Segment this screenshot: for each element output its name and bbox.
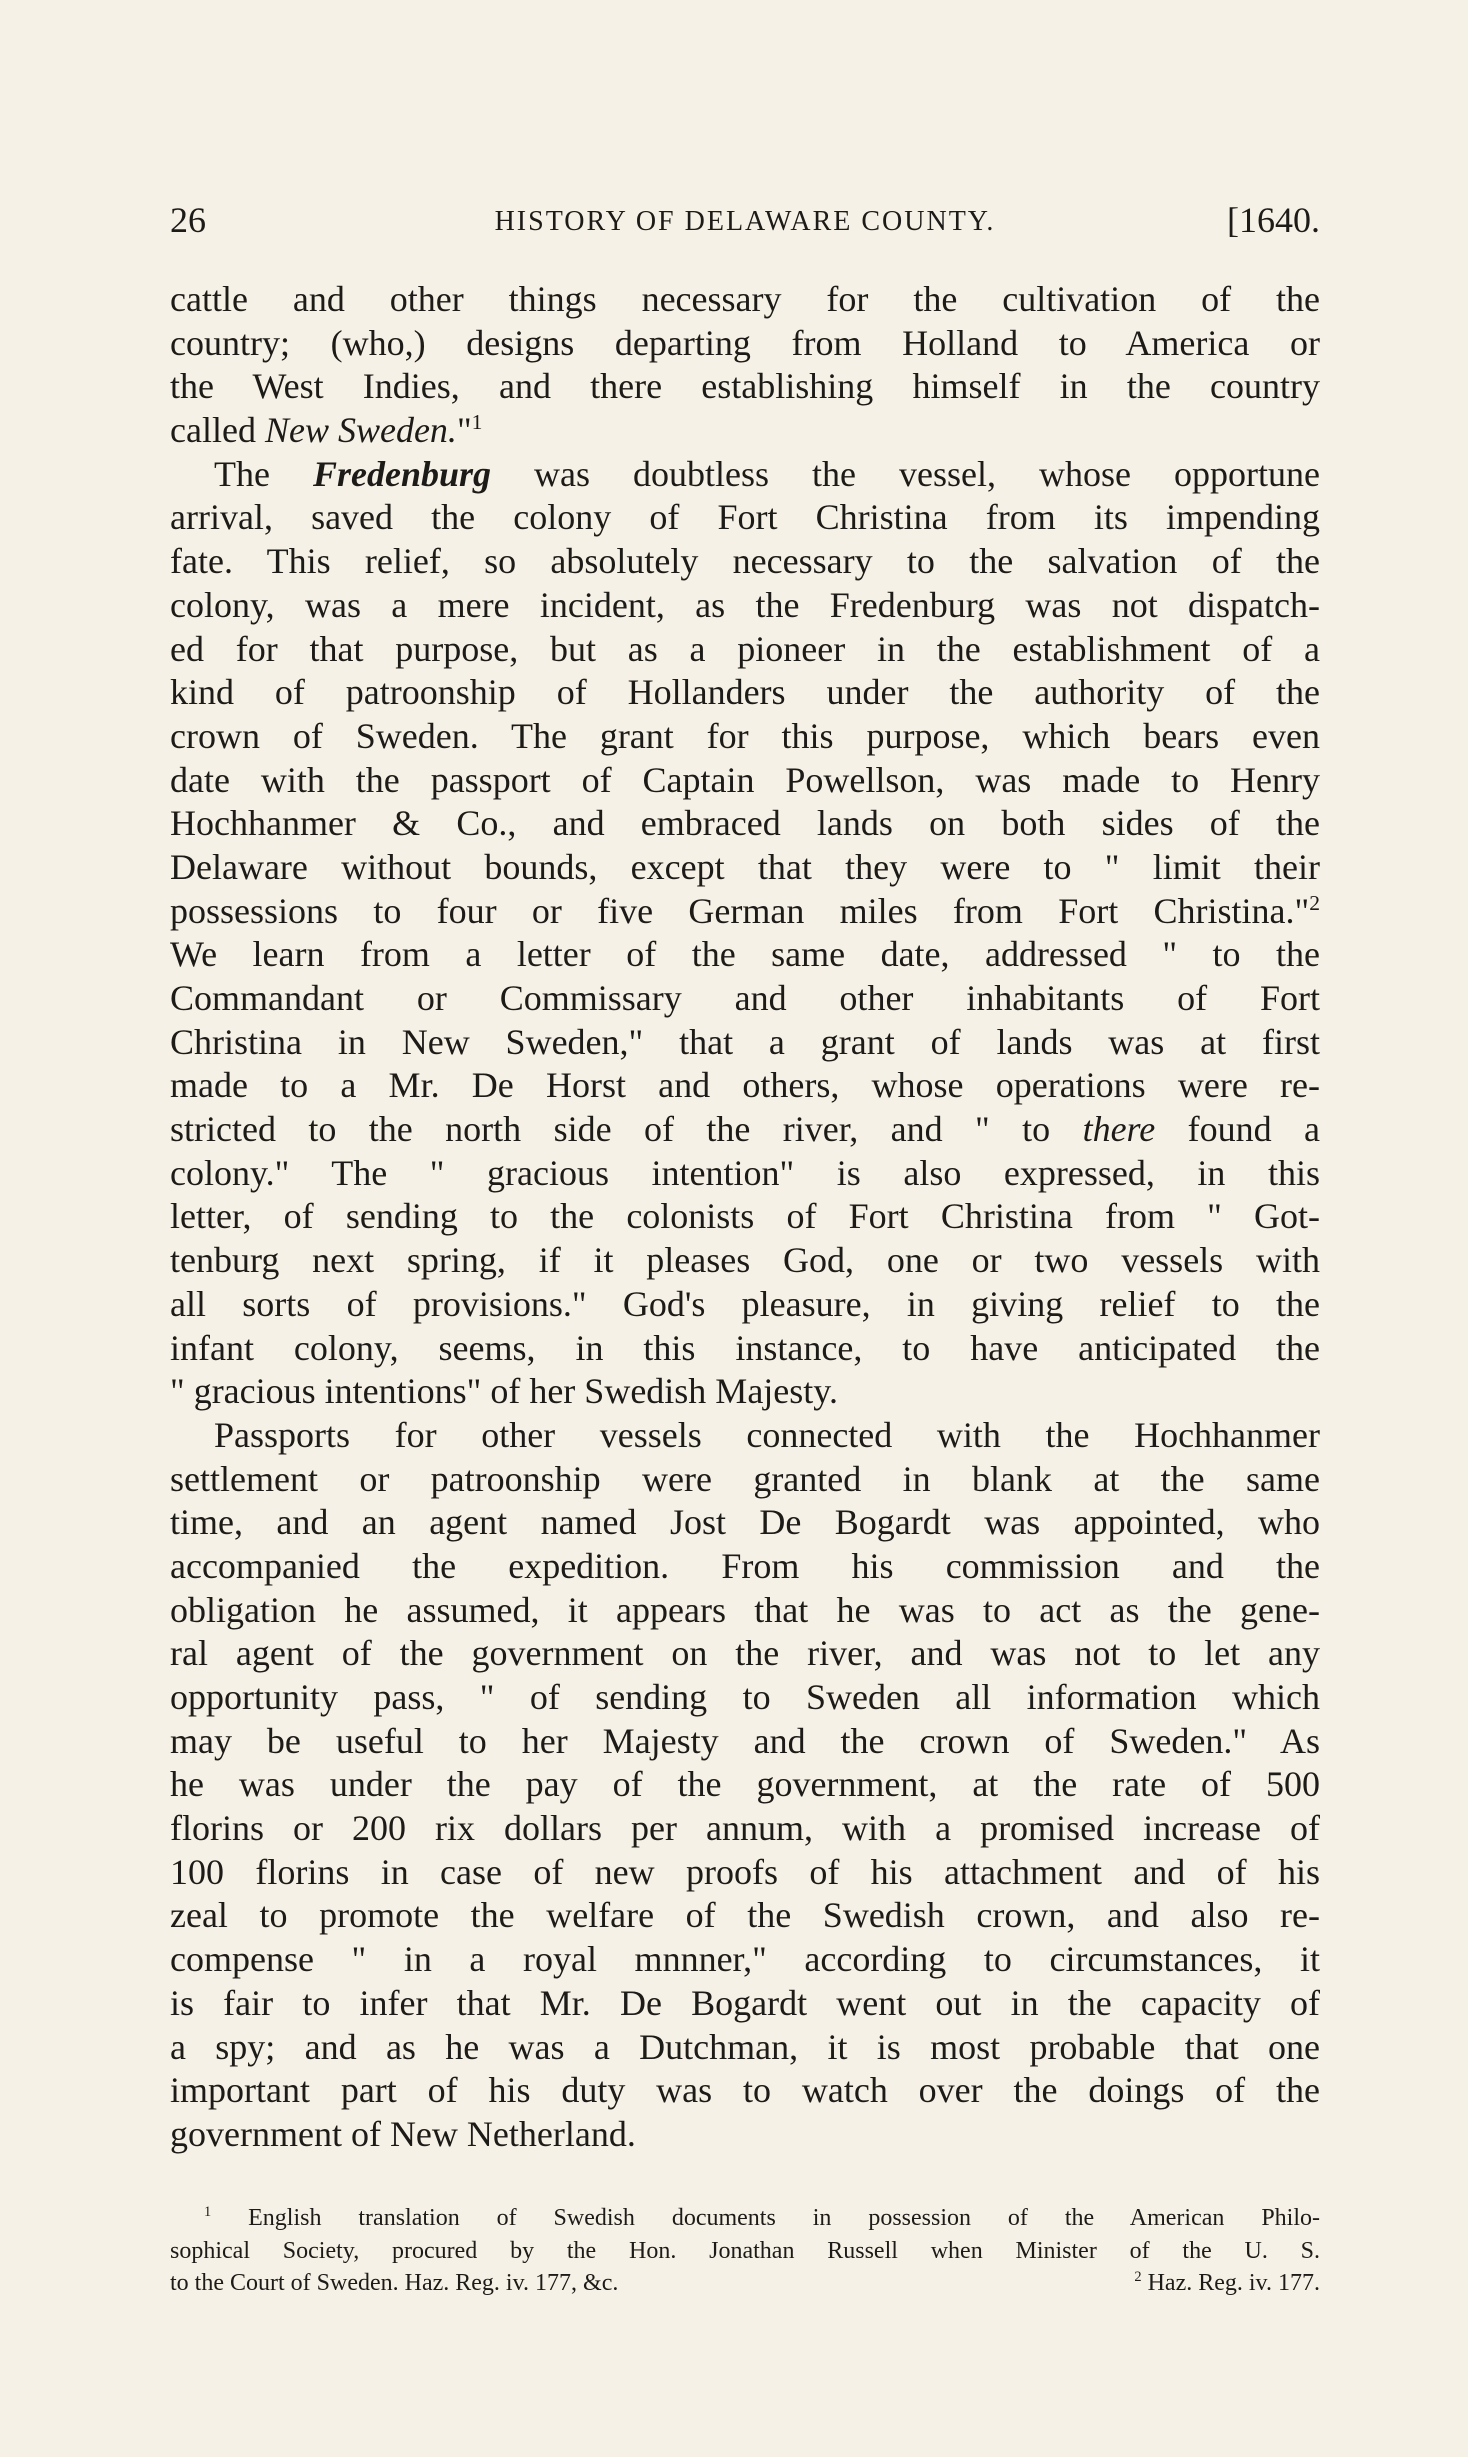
text-run: ": [456, 410, 472, 451]
text-line: country; (who,) designs departing from Holland to America or: [170, 322, 1320, 363]
text-line: arrival, saved the colony of Fort Christina from its impending: [170, 497, 1320, 538]
text-line: " gracious intentions" of her Swedish Majesty.: [170, 1371, 838, 1412]
page-number: 26: [170, 200, 206, 240]
footnote-2-marker: 2: [1134, 2269, 1142, 2285]
text-line: [170, 453, 1320, 497]
running-title: HISTORY OF DELAWARE COUNTY.: [494, 206, 996, 237]
text-line: government of New Netherland.: [170, 2113, 636, 2154]
text-line: important part of his duty was to watch over the doings of the: [170, 2070, 1320, 2111]
text-line: compense " in a royal mnnner," according to circumstances, it: [170, 1939, 1320, 1980]
text-line: Passports for other vessels connected with the Hochhanmer: [214, 1414, 1320, 1455]
text-run: possessions to four or five German miles from Fort Christina.": [170, 890, 1310, 931]
italic-there: there: [1082, 1109, 1156, 1150]
text-line: cattle and other things necessary for the cultivation of the: [170, 279, 1320, 319]
text-line: We learn from a letter of the same date, addressed " to the: [170, 934, 1320, 975]
footnote-1-marker: 1: [204, 2204, 212, 2220]
text-line: Christina in New Sweden," that a grant of lands was at first: [170, 1021, 1320, 1062]
footnote-1-line: [170, 2202, 1320, 2235]
text-run: was doubtless the vessel, whose opportune: [491, 453, 1320, 494]
footnote-text: English translation of Swedish documents in possession of the American Philo-: [211, 2205, 1320, 2231]
text-line: [170, 409, 1320, 453]
text-line: Hochhanmer & Co., and embraced lands on both sides of the: [170, 803, 1320, 844]
text-run: found a: [1155, 1109, 1320, 1150]
footnote-2: [1134, 2267, 1320, 2300]
text-line: kind of patroonship of Hollanders under the authority of the: [170, 672, 1320, 713]
footnote-ref-1: 1: [471, 410, 483, 435]
text-line: letter, of sending to the colonists of Fort Christina from " Got-: [170, 1196, 1320, 1237]
text-line: colony." The " gracious intention" is also expressed, in this: [170, 1152, 1320, 1193]
text-line: crown of Sweden. The grant for this purpose, which bears even: [170, 715, 1320, 756]
text-line: infant colony, seems, in this instance, to have anticipated the: [170, 1327, 1320, 1368]
text-line: ed for that purpose, but as a pioneer in the establishment of a: [170, 628, 1320, 669]
body-text: [170, 278, 1320, 2157]
text-line: a spy; and as he was a Dutchman, it is most probable that one: [170, 2026, 1320, 2067]
footnote-1-line: [170, 2267, 1320, 2300]
text-line: Commandant or Commissary and other inhabitants of Fort: [170, 978, 1320, 1018]
text-run: stricted to the north side of the river, and " to: [170, 1109, 1083, 1150]
text-line: tenburg next spring, if it pleases God, one or two vessels with: [170, 1240, 1320, 1281]
footnotes: [170, 2202, 1320, 2300]
text-line: zeal to promote the welfare of the Swedish crown, and also re-: [170, 1895, 1320, 1936]
text-line: obligation he assumed, it appears that he was to act as the gene-: [170, 1589, 1320, 1630]
italic-new-sweden: New Sweden.: [264, 410, 457, 451]
text-line: [170, 1108, 1320, 1152]
text-line: [170, 890, 1320, 934]
text-run: called: [170, 410, 265, 451]
text-line: may be useful to her Majesty and the crown of Sweden." As: [170, 1720, 1320, 1761]
text-line: 100 florins in case of new proofs of his attachment and of his: [170, 1851, 1320, 1892]
italic-fredenburg: Fredenburg: [312, 453, 492, 494]
text-line: florins or 200 rix dollars per annum, with a promised increase of: [170, 1808, 1320, 1849]
footnote-text: to the Court of Sweden. Haz. Reg. iv. 177, &c.: [170, 2270, 619, 2296]
text-line: opportunity pass, " of sending to Sweden all information which: [170, 1677, 1320, 1717]
text-line: date with the passport of Captain Powellson, was made to Henry: [170, 759, 1320, 800]
text-line: ral agent of the government on the river, and was not to let any: [170, 1633, 1320, 1674]
text-line: he was under the pay of the government, at the rate of 500: [170, 1764, 1320, 1805]
header-year: [1640.: [1227, 200, 1320, 240]
text-line: accompanied the expedition. From his commission and the: [170, 1545, 1320, 1586]
text-line: the West Indies, and there establishing himself in the country: [170, 366, 1320, 407]
text-line: fate. This relief, so absolutely necessary to the salvation of the: [170, 541, 1320, 582]
footnote-1-line: sophical Society, procured by the Hon. Jonathan Russell when Minister of the U. S.: [170, 2237, 1320, 2264]
text-run: The: [214, 453, 313, 494]
text-line: colony, was a mere incident, as the Fredenburg was not dispatch-: [170, 584, 1320, 625]
text-line: Delaware without bounds, except that they were to " limit their: [170, 846, 1320, 887]
text-line: settlement or patroonship were granted in blank at the same: [170, 1458, 1320, 1499]
text-line: all sorts of provisions." God's pleasure, in giving relief to the: [170, 1283, 1320, 1324]
text-line: made to a Mr. De Horst and others, whose operations were re-: [170, 1065, 1320, 1106]
text-line: time, and an agent named Jost De Bogardt was appointed, who: [170, 1502, 1320, 1543]
footnote-ref-2: 2: [1309, 890, 1320, 915]
text-line: is fair to infer that Mr. De Bogardt went out in the capacity of: [170, 1982, 1320, 2023]
footnote-text: Haz. Reg. iv. 177.: [1141, 2270, 1320, 2296]
